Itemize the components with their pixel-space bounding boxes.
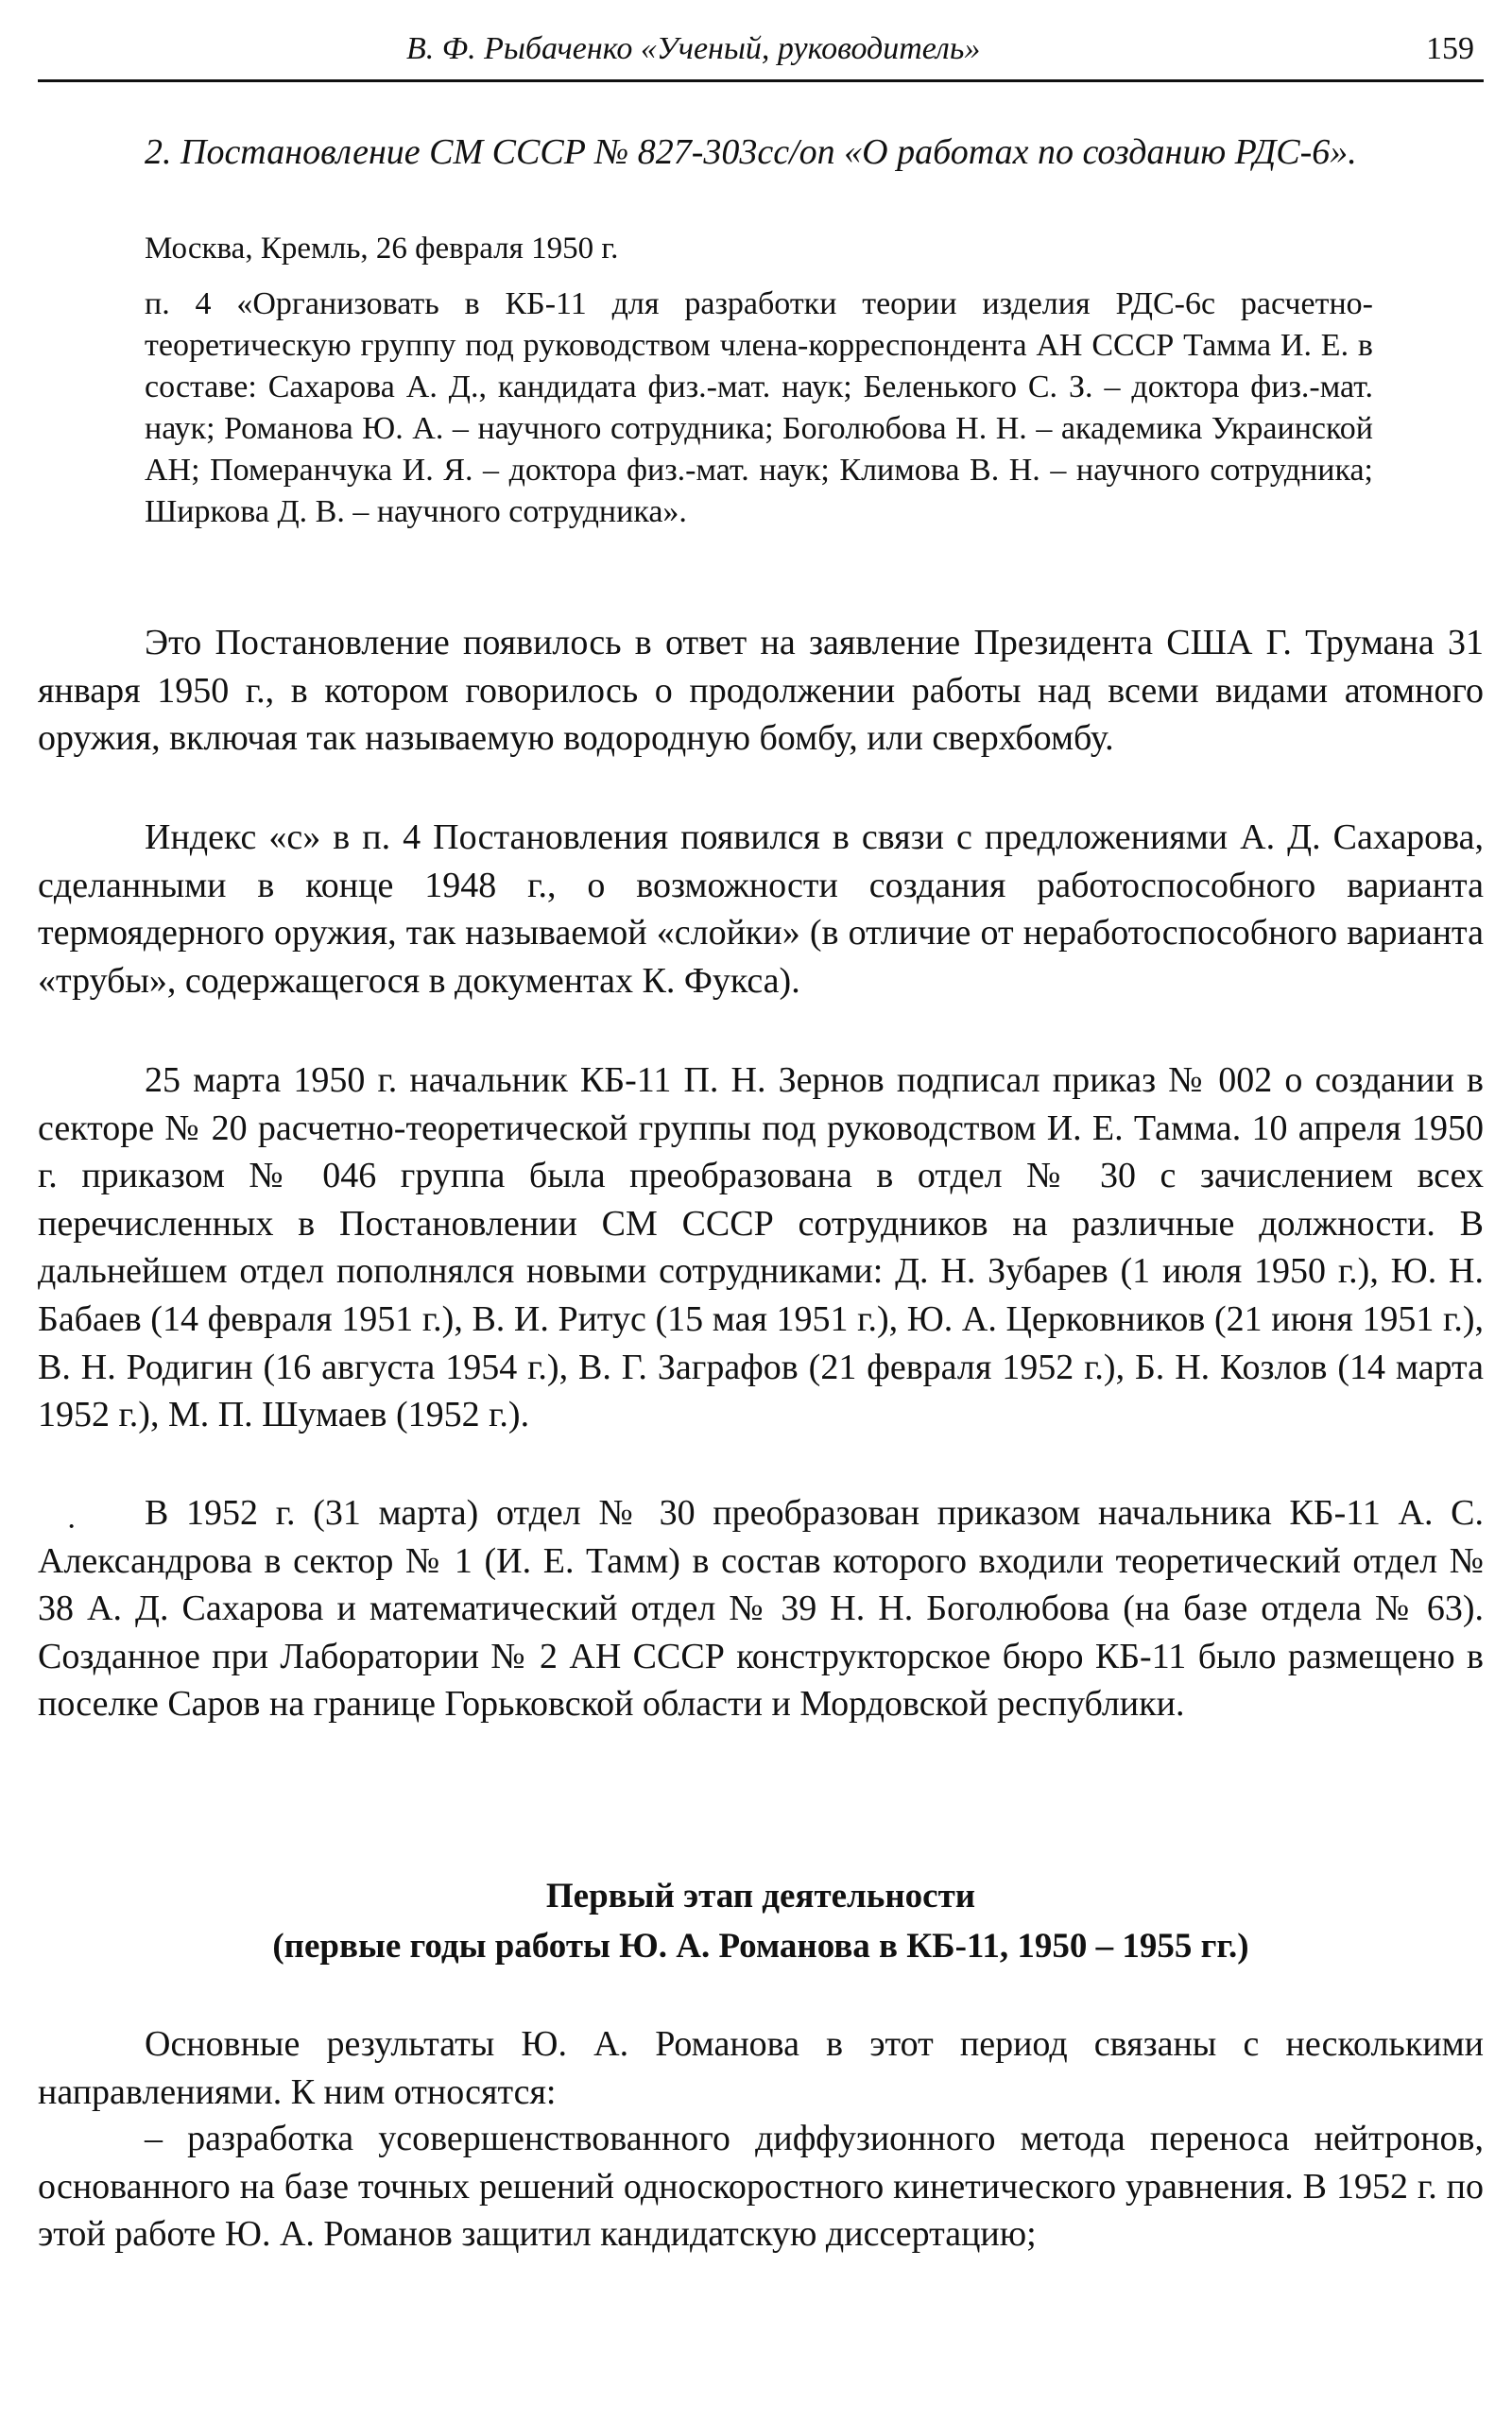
running-title: В. Ф. Рыбаченко «Ученый, руководитель» [406, 31, 981, 66]
page-number: 159 [1426, 31, 1474, 66]
paragraph-diffusion-method: – разработка усовершенствованного диффузионного метода переноса нейтронов, основанного на базе точных решений односкоростного кинетического уравнения. В 1952 г. по этой работе Ю. А. Романов защитил кандидатскую диссертацию; [38, 2119, 1484, 2255]
document-title: 2. Постановление СМ СССР № 827-303сс/оп «О работах по созданию РДС-6». [145, 132, 1357, 172]
paragraph-truman-statement: Это Постановление появилось в ответ на заявление Президента США Г. Трумана 31 января 1950 г., в котором говорилось о продолжении работы над всеми видами атомного оружия, включая так называемую водородную бомбу, или сверхбомбу. [38, 623, 1484, 759]
document-quote: п. 4 «Организовать в КБ-11 для разработки теории изделия РДС-6с расчетно-теоретическую группу под руководством члена-корреспондента АН СССР Тамма И. Е. в составе: Сахарова А. Д., кандидата физ.-мат. наук; Беленького С. З. – доктора физ.-мат. наук; Романова Ю. А. – научного сотрудника; Боголюбова Н. Н. – академика Украинской АН; Померанчука И. Я. – доктора физ.-мат. наук; Климова В. Н. – научного сотрудника; Ширкова Д. В. – научного сотрудника». [145, 286, 1373, 529]
document-place-date: Москва, Кремль, 26 февраля 1950 г. [145, 232, 619, 266]
stray-dot-mark: · [66, 1509, 77, 1544]
paragraph-index-c: Индекс «с» в п. 4 Постановления появился в связи с предложениями А. Д. Сахарова, сделанными в конце 1948 г., о возможности создания работоспособного варианта термоядерного оружия, так называемой «слойки» (в отличие от неработоспособного варианта «трубы», содержащегося в документах К. Фукса). [38, 817, 1484, 1001]
section-heading: Первый этап деятельности [545, 1877, 976, 1915]
paragraph-sector-1: В 1952 г. (31 марта) отдел № 30 преобразован приказом начальника КБ-11 А. С. Александрова в сектор № 1 (И. Е. Тамм) в состав которого входили теоретический отдел № 38 А. Д. Сахарова и математический отдел № 39 Н. Н. Боголюбова (на базе отдела № 63). Созданное при Лаборатории № 2 АН СССР конструкторское бюро КБ-11 было размещено в поселке Саров на границе Горьковской области и Мордовской республики. [38, 1493, 1484, 1725]
running-header [38, 26, 1484, 82]
paragraph-main-results: Основные результаты Ю. А. Романова в этот период связаны с несколькими направлениями. К ним относятся: [38, 2024, 1484, 2112]
section-subheading: (первые годы работы Ю. А. Романова в КБ-11, 1950 – 1955 гг.) [272, 1927, 1249, 1966]
paragraph-group-formation: 25 марта 1950 г. начальник КБ-11 П. Н. Зернов подписал приказ № 002 о создании в секторе № 20 расчетно-теоретической группы под руководством И. Е. Тамма. 10 апреля 1950 г. приказом № 046 группа была преобразована в отдел № 30 с зачислением всех перечисленных в Постановлении СМ СССР сотрудников на различные должности. В дальнейшем отдел пополнялся новыми сотрудниками: Д. Н. Зубарев (1 июля 1950 г.), Ю. Н. Бабаев (14 февраля 1951 г.), В. И. Ритус (15 мая 1951 г.), Ю. А. Церковников (21 июня 1951 г.), В. Н. Родигин (16 августа 1954 г.), В. Г. Заграфов (21 февраля 1952 г.), Б. Н. Козлов (14 марта 1952 г.), М. П. Шумаев (1952 г.). [38, 1060, 1484, 1435]
